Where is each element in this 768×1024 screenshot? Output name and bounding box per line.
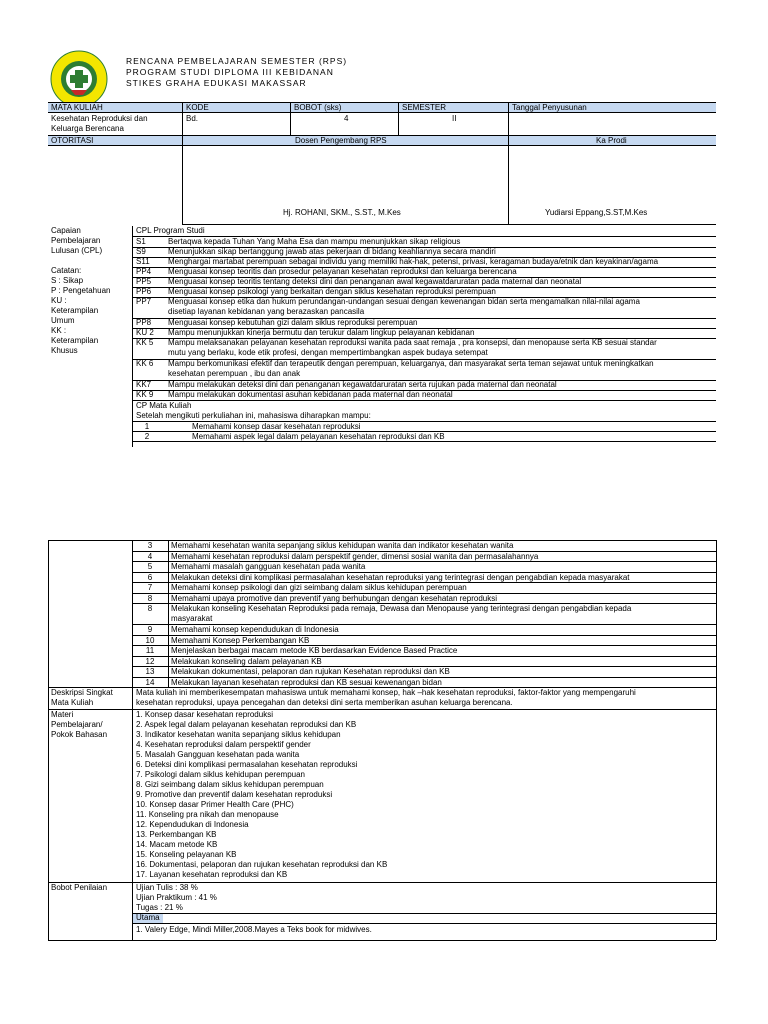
cpl-label-line: Umum — [51, 316, 75, 325]
cpmk-title: CP Mata Kuliah — [136, 401, 192, 410]
cpl-text: Menguasai konsep teoritis tentang deteksi dini dan penanganan awal kegawatdaruratan pada maternal dan neonatal — [168, 277, 582, 286]
cpl-text-cont: mutu yang berlaku, kode etik profesi, dengan mempertimbangkan aspek budaya setempat — [168, 348, 488, 357]
cpl-text: Menguasai konsep psikologi yang berkaitan dengan siklus kesehatan reproduksi perempuan — [168, 287, 496, 296]
cpl-label-line: S : Sikap — [51, 276, 84, 285]
bobot-task: Tugas : 21 % — [136, 903, 183, 912]
col-semester: SEMESTER — [402, 103, 447, 112]
course-name-1: Kesehatan Reproduksi dan — [51, 114, 148, 123]
cpmk-text: Memahami konsep kependudukan di Indonesia — [171, 625, 339, 634]
cpmk-number: 6 — [147, 572, 153, 582]
cpmk-number: 5 — [147, 562, 153, 571]
cpl-title: CPL Program Studi — [136, 226, 205, 235]
cpl-text: Mampu melakukan dokumentasi asuhan kebidanan pada maternal dan neonatal — [168, 390, 453, 399]
cpmk-text: Melakukan layanan kesehatan reproduksi dan KB sesuai kewenangan bidan — [171, 677, 442, 687]
materi-item: 5. Masalah Gangguan kesehatan pada wanita — [136, 750, 300, 759]
materi-item: 14. Macam metode KB — [136, 840, 218, 849]
materi-item: 10. Konsep dasar Primer Health Care (PHC) — [136, 800, 294, 809]
cpmk-text: Melakukan dokumentasi, pelaporan dan rujukan Kesehatan reproduksi dan KB — [171, 667, 450, 676]
cpl-code: PP5 — [136, 277, 152, 286]
cpmk-text: Memahami aspek legal dalam pelayanan kesehatan reproduksi dan KB — [192, 432, 445, 441]
cpl-label-line: Keterampilan — [51, 306, 99, 315]
cpl-text: Menguasai konsep teoritis dan prosedur pelayanan kesehatan reproduksi dan keluarga berencana — [168, 267, 517, 276]
materi-label-2: Pembelajaran/ — [51, 720, 103, 729]
cpmk-number: 9 — [147, 625, 153, 634]
cpl-code: PP8 — [136, 318, 152, 327]
cpl-text: Mampu menunjukkan kinerja bermutu dan terukur dalam lingkup pelayanan kebidanan — [168, 328, 475, 337]
materi-item: 12. Kependudukan di Indonesia — [136, 820, 249, 829]
developer-name: Hj. ROHANI, SKM., S.ST., M.Kes — [283, 208, 401, 217]
cpmk-number: 10 — [145, 635, 155, 645]
cpmk-text: Memahami masalah gangguan kesehatan pada wanita — [171, 562, 366, 571]
cpl-text: Menguasai konsep etika dan hukum perundangan-undangan sesuai dengan kewenangan bidan serta mengamalkan nilai-nilai agama — [168, 297, 640, 306]
bobot-practical: Ujian Praktikum : 41 % — [136, 893, 217, 902]
cpmk-number: 1 — [144, 422, 150, 431]
materi-item: 15. Konseling pelayanan KB — [136, 850, 237, 859]
materi-item: 9. Promotive dan preventif dalam kesehatan reproduksi — [136, 790, 333, 799]
cpl-text-cont: disetiap layanan kebidanan yang berazaskan pancasila — [168, 307, 365, 316]
materi-item: 2. Aspek legal dalam pelayanan kesehatan reproduksi dan KB — [136, 720, 357, 729]
col-credit: BOBOT (sks) — [294, 103, 342, 112]
cpl-code: PP7 — [136, 297, 152, 306]
materi-item: 8. Gizi seimbang dalam siklus kehidupan perempuan — [136, 780, 324, 789]
materi-label-3: Pokok Bahasan — [51, 730, 108, 739]
cpmk-number: 4 — [147, 551, 153, 561]
cpl-code: PP4 — [136, 267, 152, 276]
cpmk-text-cont: masyarakat — [171, 614, 213, 623]
cpl-text: Menghargai martabat perempuan sebagai individu yang memiliki hak-hak, petensi, privasi, keragaman budaya/etnik dan keyakinan/agama — [168, 257, 659, 266]
materi-item: 11. Konseling pra nikah dan menopause — [136, 810, 279, 819]
col-course-name: MATA KULIAH — [51, 103, 103, 112]
materi-item: 16. Dokumentasi, pelaporan dan rujukan kesehatan reproduksi dan KB — [136, 860, 388, 869]
doc-title: RENCANA PEMBELAJARAN SEMESTER (RPS) — [126, 56, 348, 66]
description-label-1: Deskripsi Singkat — [51, 688, 113, 697]
stikes-logo — [50, 50, 108, 108]
cpmk-number: 2 — [144, 432, 150, 441]
cpl-code: KU 2 — [136, 328, 154, 337]
institution-name: STIKES GRAHA EDUKASI MAKASSAR — [126, 78, 307, 88]
cpl-code: KK 6 — [136, 359, 154, 368]
materi-item: 1. Konsep dasar kesehatan reproduksi — [136, 710, 273, 719]
course-code: Bd. — [186, 114, 199, 123]
bobot-label: Bobot Penilaian — [51, 883, 108, 892]
bobot-written: Ujian Tulis : 38 % — [136, 883, 198, 892]
cpl-label-line: P : Pengetahuan — [51, 286, 111, 295]
description-line-2: kesehatan reproduksi, upaya pencegahan dan deteksi dini serta memberikan asuhan keluarga berencana. — [136, 698, 513, 707]
cpmk-number: 13 — [145, 667, 155, 676]
cpl-label-line: Keterampilan — [51, 336, 99, 345]
reference-1: 1. Valery Edge, Mindi Miller,2008.Mayes a Teks book for midwives. — [136, 925, 372, 934]
row-line — [132, 400, 716, 401]
cpmk-number: 7 — [147, 583, 153, 592]
cpmk-number: 12 — [145, 656, 155, 666]
cpl-label-line: Lulusan (CPL) — [51, 246, 103, 255]
cpl-text: Mampu melakukan deteksi dini dan penanganan kegawatdaruratan serta rujukan pada maternal dan neonatal — [168, 380, 557, 389]
cpl-text: Mampu melaksanakan pelayanan kesehatan reproduksi wanita pada saat remaja , pra konsepsi, dan menopause serta KB sesuai standar — [168, 338, 657, 347]
col-date: Tanggal Penyusunan — [512, 103, 587, 112]
cpmk-text: Memahami konsep dasar kesehatan reproduksi — [192, 422, 361, 431]
developer-header: Dosen Pengembang RPS — [295, 136, 387, 145]
cpl-code: S11 — [136, 257, 150, 266]
cpmk-text: Memahami upaya promotive dan preventif yang berhubungan dengan kesehatan reproduksi — [171, 593, 497, 603]
description-line-1: Mata kuliah ini memberikesempatan mahasiswa untuk memahami konsep, hak –hak kesehatan reproduksi, faktor-faktor yang mempengaruhi — [136, 688, 636, 697]
kaprodi-name: Yudiarsi Eppang,S.ST,M.Kes — [545, 208, 648, 217]
header-row-band — [48, 102, 716, 112]
cpl-label-line: Khusus — [51, 346, 78, 355]
utama-label: Utama — [136, 913, 160, 922]
row-line — [132, 441, 716, 442]
materi-label-1: Materi — [51, 710, 74, 719]
cpmk-number: 14 — [145, 677, 155, 687]
cpmk-text: Melakukan konseling dalam pelayanan KB — [171, 656, 322, 666]
cpl-code: S1 — [136, 237, 146, 246]
cpmk-number: 8 — [147, 604, 153, 613]
cpmk-text: Memahami kesehatan wanita sepanjang siklus kehidupan wanita dan indikator kesehatan wanita — [171, 541, 514, 550]
cpl-label-line: Catatan: — [51, 266, 82, 275]
cpl-label-line: Pembelajaran — [51, 236, 101, 245]
materi-item: 4. Kesehatan reproduksi dalam perspektif gender — [136, 740, 311, 749]
cpl-text: Bertaqwa kepada Tuhan Yang Maha Esa dan mampu menunjukkan sikap religious — [168, 237, 461, 246]
cpmk-text: Melakukan deteksi dini komplikasi permasalahan kesehatan reproduksi yang terintegrasi dengan pengabdian kepada masyarakat — [171, 572, 630, 582]
authority-label: OTORITASI — [51, 136, 94, 145]
cpl-label-line: KU : — [51, 296, 67, 305]
kaprodi-header: Ka Prodi — [596, 136, 627, 145]
materi-item: 7. Psikologi dalam siklus kehidupan perempuan — [136, 770, 305, 779]
materi-item: 13. Perkembangan KB — [136, 830, 217, 839]
cpmk-text: Memahami konsep psikologi dan gizi seimbang dalam siklus kehidupan perempuan — [171, 583, 467, 592]
course-name-2: Keluarga Berencana — [51, 124, 124, 133]
col-code: KODE — [186, 103, 209, 112]
course-semester: II — [452, 114, 457, 123]
cpmk-intro: Setelah mengikuti perkuliahan ini, mahasiswa diharapkan mampu: — [136, 411, 371, 420]
cpmk-number: 11 — [145, 646, 155, 655]
cpmk-text: Melakukan konseling Kesehatan Reproduksi pada remaja, Dewasa dan Menopause yang terintegrasi dengan pengabdian kepada — [171, 604, 632, 613]
materi-item: 3. Indikator kesehatan wanita sepanjang siklus kehidupan — [136, 730, 341, 739]
cpl-text: Mampu berkomunikasi efektif dan terapeutik dengan perempuan, keluarganya, dan masyarakat serta teman sejawat untuk meningkatkan — [168, 359, 654, 368]
cpl-code: PP6 — [136, 287, 152, 296]
course-credit: 4 — [344, 114, 349, 123]
cpmk-number: 3 — [147, 541, 153, 550]
cpl-code: KK 9 — [136, 390, 154, 399]
cpmk-text: Memahami Konsep Perkembangan KB — [171, 635, 310, 645]
description-label-2: Mata Kuliah — [51, 698, 94, 707]
cpmk-text: Menjelaskan berbagai macam metode KB berdasarkan Evidence Based Practice — [171, 646, 458, 655]
cpmk-number: 8 — [147, 593, 153, 603]
cpl-code: KK7 — [136, 380, 152, 389]
cpl-code: KK 5 — [136, 338, 154, 347]
cpl-code: S9 — [136, 247, 146, 256]
program-name: PROGRAM STUDI DIPLOMA III KEBIDANAN — [126, 67, 334, 77]
materi-item: 6. Deteksi dini komplikasi permasalahan kesehatan reproduksi — [136, 760, 358, 769]
cpl-text-cont: kesehatan perempuan , ibu dan anak — [168, 369, 301, 378]
cpl-label-line: Capaian — [51, 226, 81, 235]
cpl-label-line: KK : — [51, 326, 67, 335]
cpl-text: Menunjukkan sikap bertanggung jawab atas pekerjaan di bidang keahliannya secara mandiri — [168, 247, 496, 256]
cpmk-text: Memahami kesehatan reproduksi dalam perspektif gender, dimensi sosial wanita dan permasalahannya — [171, 551, 539, 561]
materi-item: 17. Layanan kesehatan reproduksi dan KB — [136, 870, 288, 879]
cpl-text: Menguasai konsep kebutuhan gizi dalam siklus reproduksi perempuan — [168, 318, 418, 327]
